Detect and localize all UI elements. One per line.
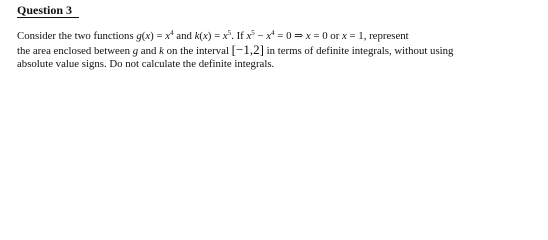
heading-underline (17, 17, 79, 18)
g-function-ref: g (132, 45, 139, 57)
k-base: x (222, 30, 228, 42)
g-exponent: 4 (170, 29, 174, 37)
k-variable: x (202, 30, 208, 42)
k-function-name: k (194, 30, 200, 42)
solution-variable-2: x (342, 30, 347, 42)
k-equals: = (211, 30, 223, 42)
question-line-3: absolute value signs. Do not calculate the definite integrals. (17, 58, 275, 70)
line2-text-c: on the interval (163, 45, 232, 57)
line2-text-a: the area enclosed between (17, 45, 133, 57)
solution-text-2: = 1 (346, 30, 364, 42)
line2-text-d: in terms of definite integrals, without using (263, 45, 454, 57)
line2-text-b: and (138, 45, 160, 57)
g-equals: = (153, 30, 166, 42)
k-close-paren: ) (207, 30, 212, 42)
condition-term-b-exponent: 4 (271, 29, 275, 37)
k-open-paren: ( (199, 30, 203, 42)
g-base: x (165, 30, 171, 42)
line1-text-b: and (173, 30, 195, 42)
condition-term-a: x (246, 30, 252, 42)
g-close-paren: ) (150, 30, 154, 42)
k-function-ref: k (159, 45, 164, 57)
g-function-name: g (136, 30, 142, 42)
line1-text-a: Consider the two functions (17, 30, 137, 42)
question-heading: Question 3 (17, 3, 73, 17)
condition-minus: − (254, 30, 267, 42)
g-open-paren: ( (141, 30, 146, 42)
g-variable: x (145, 30, 151, 42)
solution-variable-1: x (305, 30, 311, 42)
condition-term-b: x (266, 30, 272, 42)
k-exponent: 5 (227, 29, 232, 37)
line1-text-d: , represent (363, 30, 409, 42)
condition-implies: = 0 ⇒ (274, 30, 306, 42)
question-line-1 (17, 30, 409, 42)
solution-text-1: = 0 or (310, 30, 342, 42)
condition-term-a-exponent: 5 (251, 29, 255, 37)
interval: [−1,2] (231, 42, 264, 57)
line1-text-c: . If (231, 30, 247, 42)
question-line-2 (17, 44, 453, 57)
question-page (0, 0, 548, 85)
